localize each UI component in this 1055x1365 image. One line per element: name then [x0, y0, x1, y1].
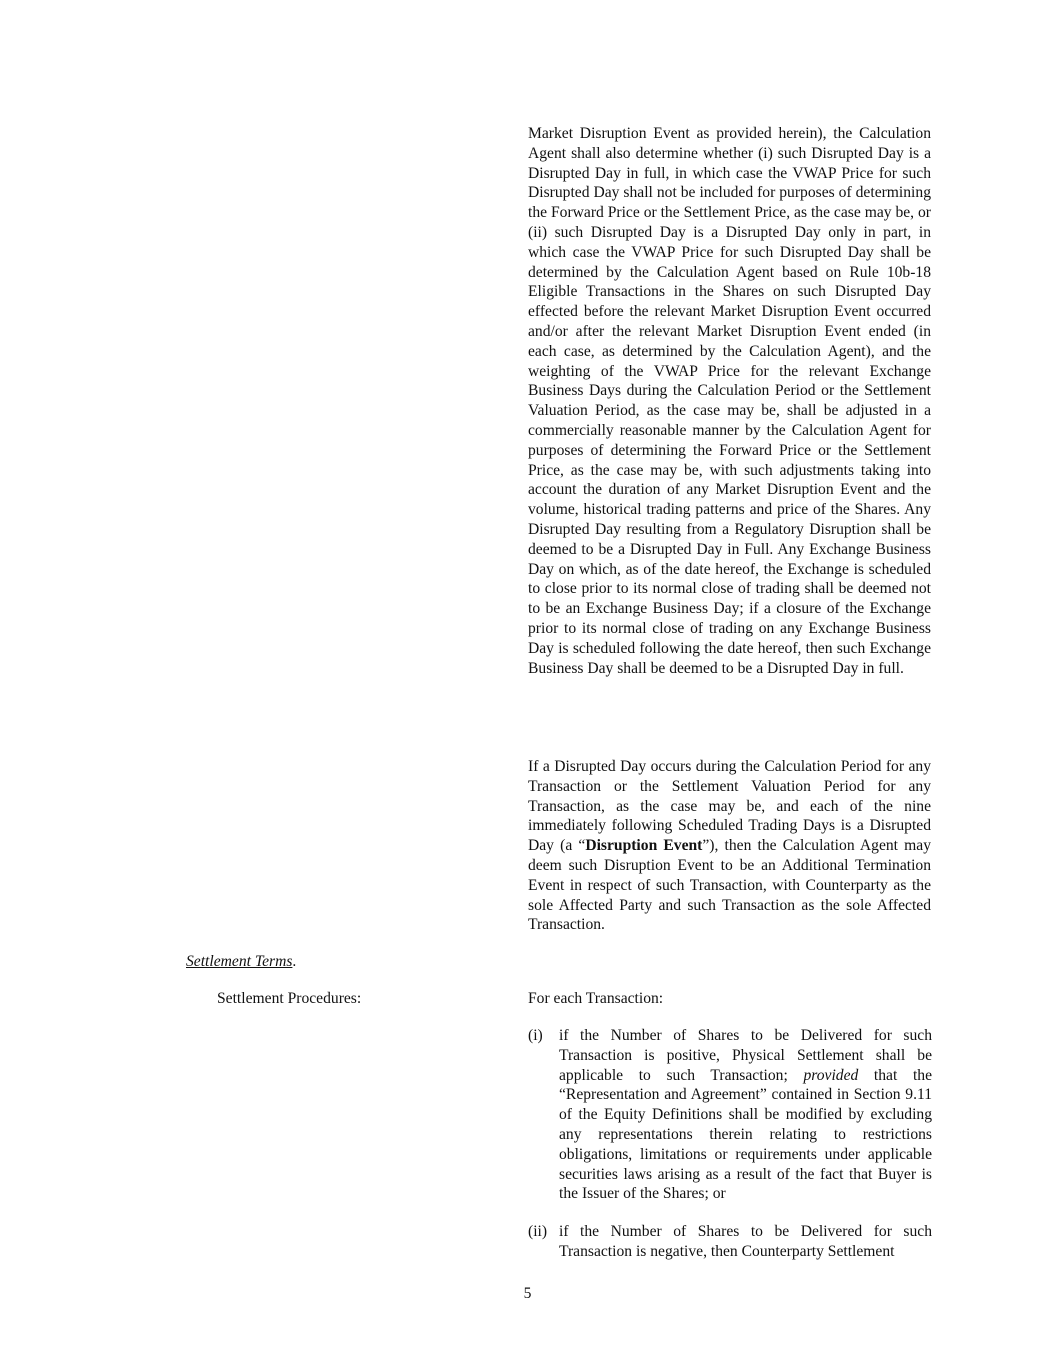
list-item-text-after: that the “Representation and Agreement” contained in Section 9.11 of the Equity Definitions shall be modified by excluding any representations therein relating to restrictions obligations, limitations or requirements under applicable securities laws arising as a result of the fact that Buyer is the Issuer of the Shares; or	[559, 1066, 932, 1203]
list-item	[528, 1026, 932, 1204]
disruption-event-text-before: If a Disrupted Day occurs during the Calculation Period for any Transaction or the Settlement Valuation Period for any Transaction, as the case may be, and each of the nine immediately following Scheduled Trading Days is a Disrupted Day (a “	[528, 758, 931, 855]
list-item-text-before: if the Number of Shares to be Delivered for such Transaction is positive, Physical Settlement shall be applicable to such Transaction;	[559, 1027, 932, 1084]
section-heading-settlement-terms	[186, 952, 296, 972]
disruption-event-text-after: ”), then the Calculation Agent may deem such Disruption Event to be an Additional Termination Event in respect of such Transaction, with Counterparty as the sole Affected Party and such Transaction as the sole Affected Transaction.	[528, 837, 931, 934]
list-item-italic-provided: provided	[803, 1066, 859, 1084]
list-marker: (i)	[528, 1027, 543, 1044]
list-item-body: if the Number of Shares to be Delivered for such Transaction is negative, then Counterparty Settlement	[559, 1223, 932, 1260]
term-intro-text: For each Transaction:	[528, 990, 664, 1007]
section-heading-text: Settlement Terms	[186, 953, 293, 970]
disruption-event-defined-term: Disruption Event	[585, 837, 703, 855]
term-label-settlement-procedures: Settlement Procedures:	[217, 990, 362, 1007]
list-marker: (ii)	[528, 1223, 548, 1240]
disruption-event-paragraph	[528, 757, 931, 935]
disrupted-day-determination-paragraph: Market Disruption Event as provided herein), the Calculation Agent shall also determine whether (i) such Disrupted Day is a Disrupted Day in full, in which case the VWAP Price for such Disrupted Day shall not be included for purposes of determining the Forward Price or the Settlement Price, as the case may be, or (ii) such Disrupted Day is a Disrupted Day only in part, in which case the VWAP Price for such Disrupted Day shall be determined by the Calculation Agent based on Rule 10b-18 Eligible Transactions in the Shares on such Disrupted Day effected before the relevant Market Disruption Event occurred and/or after the relevant Market Disruption Event ended (in each case, as determined by the Calculation Agent), and the weighting of the VWAP Price for the relevant Exchange Business Days during the Calculation Period or the Settlement Valuation Period, as the case may be, shall be adjusted in a commercially reasonable manner by the Calculation Agent for purposes of determining the Forward Price or the Settlement Price, as the case may be, with such adjustments taking into account the duration of any Market Disruption Event and the volume, historical trading patterns and price of the Shares. Any Disrupted Day resulting from a Regulatory Disruption shall be deemed to be a Disrupted Day in Full. Any Exchange Business Day on which, as of the date hereof, the Exchange is scheduled to close prior to its normal close of trading shall be deemed not to be an Exchange Business Day; if a closure of the Exchange prior to its normal close of trading on any Exchange Business Day is scheduled following the date hereof, then such Exchange Business Day shall be deemed to be a Disrupted Day in full.	[528, 125, 931, 677]
list-item	[528, 1222, 932, 1262]
list-item-body	[559, 1026, 932, 1204]
page-number: 5	[523, 1285, 532, 1302]
section-heading-period: .	[292, 953, 297, 970]
